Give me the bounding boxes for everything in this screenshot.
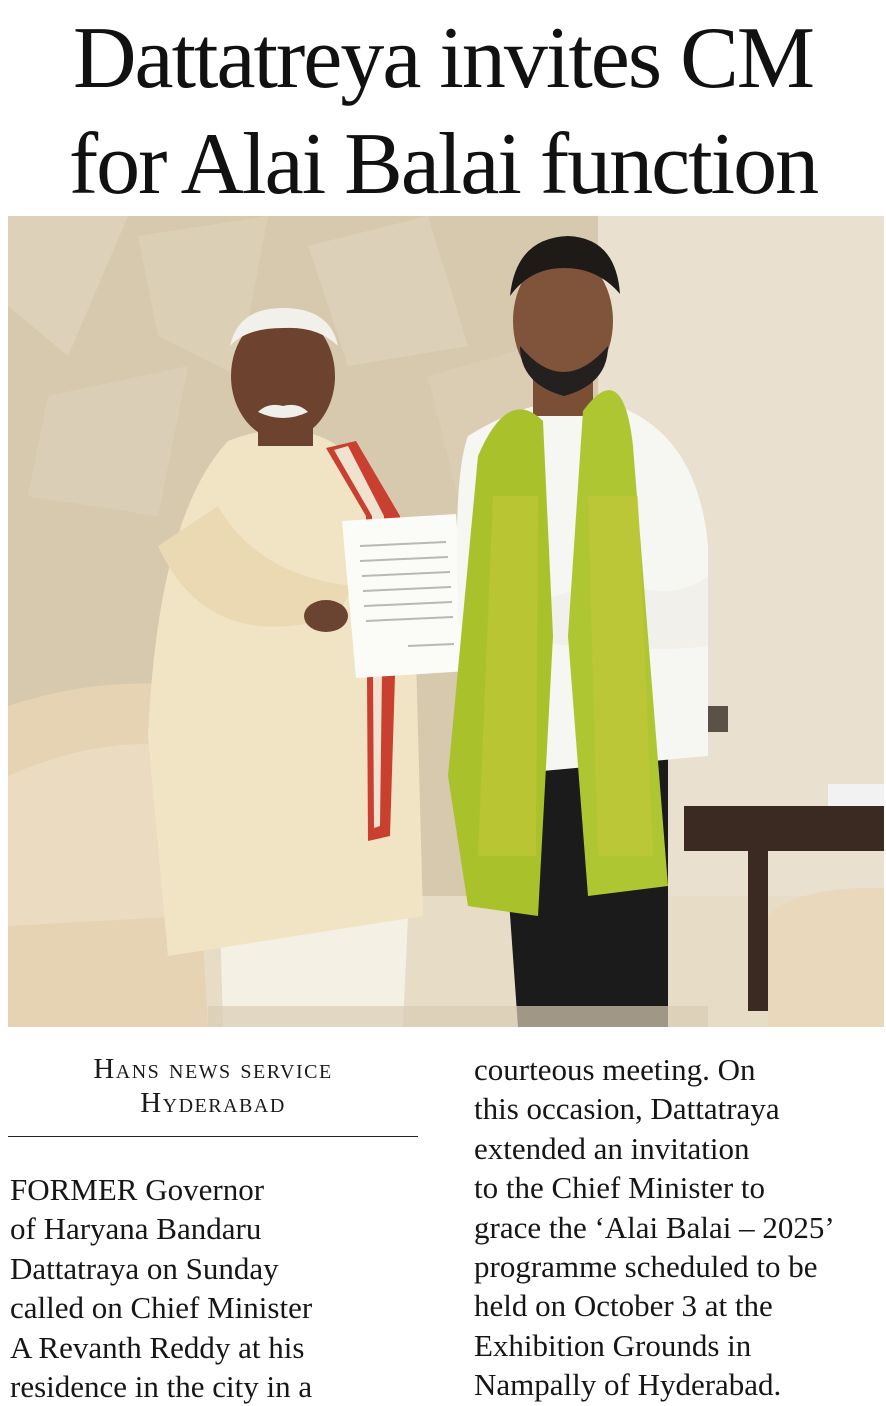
body-line: called on Chief Minister <box>10 1290 313 1326</box>
body-line: of Haryana Bandaru <box>10 1211 262 1247</box>
body-line: courteous meeting. On <box>474 1052 756 1087</box>
body-line: Dattatraya on Sunday <box>10 1250 279 1286</box>
news-photo <box>8 216 884 1027</box>
body-line: to the Chief Minister to <box>474 1170 766 1206</box>
headline-line-2: for Alai Balai function <box>68 116 818 213</box>
body-line: residence in the city in a <box>10 1369 313 1405</box>
headline <box>0 6 886 218</box>
body-line: Exhibition Grounds in <box>474 1327 752 1363</box>
body-column-right <box>474 1050 886 1405</box>
byline <box>8 1052 418 1120</box>
body-line: this occasion, Dattatraya <box>474 1091 780 1127</box>
body-line: Nampally of Hyderabad. <box>474 1367 782 1403</box>
headline-line-1: Dattatreya invites CM <box>72 10 814 107</box>
body-line: extended an invitation <box>474 1130 750 1166</box>
body-line: FORMER Governor <box>10 1172 265 1207</box>
body-column-left <box>10 1170 430 1406</box>
byline-divider <box>8 1136 418 1137</box>
body-line: held on October 3 at the <box>474 1288 773 1324</box>
body-line: A Revanth Reddy at his <box>10 1329 305 1365</box>
body-line: programme scheduled to be <box>474 1249 818 1285</box>
byline-dateline: Hyderabad <box>140 1087 286 1119</box>
body-line: grace the ‘Alai Balai – 2025’ <box>474 1209 835 1245</box>
byline-agency: Hans news service <box>93 1053 333 1085</box>
